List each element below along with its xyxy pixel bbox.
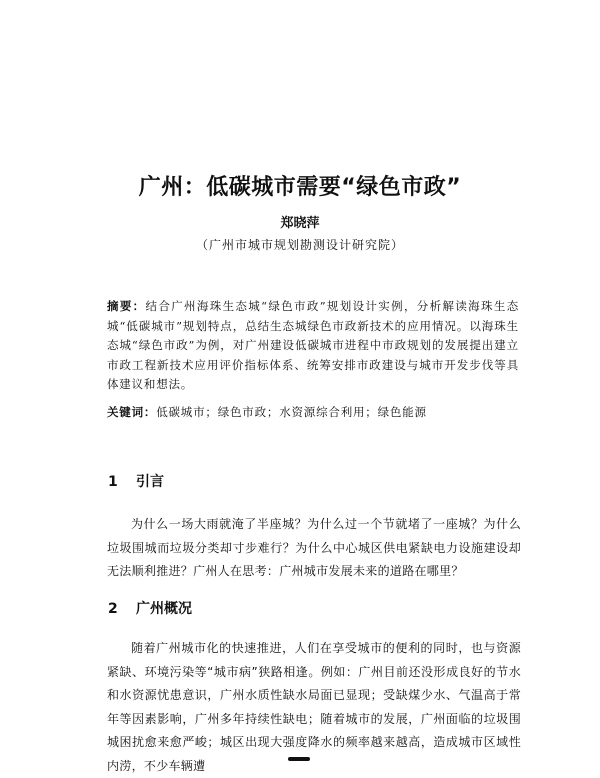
section-heading-introduction [108, 471, 164, 491]
abstract [107, 297, 519, 395]
section-title: 引言 [136, 474, 164, 490]
keywords [107, 403, 519, 422]
section-number: 2 [108, 601, 118, 617]
section-title: 广州概况 [136, 601, 192, 617]
abstract-label: 摘要： [107, 299, 146, 313]
paper-title: 广州：低碳城市需要“绿色市政” [138, 175, 462, 200]
author-name: 郑晓萍 [280, 216, 320, 231]
page-number-mark [288, 757, 310, 761]
keywords-text: 低碳城市；绿色市政；水资源综合利用；绿色能源 [156, 405, 427, 419]
abstract-text: 结合广州海珠生态城“绿色市政”规划设计实例，分析解读海珠生态城“低碳城市”规划特点，总结生态城绿色市政新技术的应用情况。以海珠生态城“绿色市政”为例，对广州建设低碳城市进程中市政规划的发展提出建立市政工程新技术应用评价指标体系、统筹安排市政建设与城市开发步伐等具体建议和想法。 [107, 299, 519, 391]
author-affiliation: （广州市城市规划勘测设计研究院） [195, 238, 404, 252]
section-number: 1 [108, 474, 118, 490]
section-heading-overview [108, 598, 192, 618]
keywords-label: 关键词： [107, 405, 157, 419]
introduction-paragraph: 为什么一场大雨就淹了半座城？为什么过一个节就堵了一座城？为什么垃圾围城而垃圾分类却寸步难行？为什么中心城区供电紧缺电力设施建设却无法顺利推进？广州人在思考：广州城市发展未来的道路在哪里？ [107, 517, 521, 578]
overview-paragraph: 随着广州城市化的快速推进，人们在享受城市的便利的同时，也与资源紧缺、环境污染等“城市病”狭路相逢。例如：广州目前还没形成良好的节水和水资源忧患意识，广州水质性缺水局面已显现；受缺煤少水、气温高于常年等因素影响，广州多年持续性缺电；随着城市的发展，广州面临的垃圾围城困扰愈来愈严峻；城区出现大强度降水的频率越来越高，造成城市区域性内涝，不少车辆遭 [107, 641, 521, 773]
